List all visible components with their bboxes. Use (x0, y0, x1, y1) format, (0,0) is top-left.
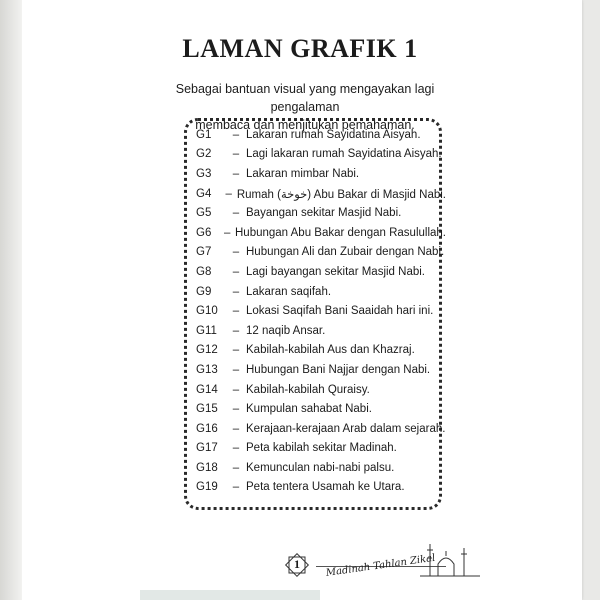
item-code: G8 (196, 265, 212, 278)
item-code: G3 (196, 167, 212, 180)
list-item (196, 282, 446, 302)
item-label: Kerajaan-kerajaan Arab dalam sejarah. (246, 422, 446, 435)
item-dash: – (232, 344, 240, 357)
item-code: G11 (196, 324, 217, 337)
list-item (196, 145, 446, 165)
list-item (196, 380, 446, 400)
graphic-list (196, 125, 446, 497)
item-label: Hubungan Bani Najjar dengan Nabi. (246, 363, 431, 376)
item-dash: – (232, 305, 240, 318)
item-code: G9 (196, 285, 212, 298)
list-item (196, 439, 446, 459)
item-dash: – (232, 461, 240, 474)
item-code: G2 (196, 148, 212, 161)
item-code: G18 (196, 461, 218, 474)
intro-line-2: membaca dan menjitukan pemahaman. (195, 118, 415, 132)
item-dash: – (232, 285, 240, 298)
item-dash: – (232, 167, 240, 180)
item-code: G6 (196, 226, 212, 239)
item-label: Kemunculan nabi-nabi palsu. (246, 461, 395, 474)
item-dash: – (232, 403, 240, 416)
item-code: G19 (196, 481, 218, 494)
list-item (196, 341, 446, 361)
list-item (196, 301, 446, 321)
item-code: G5 (196, 207, 212, 220)
item-code: G1 (196, 128, 212, 141)
list-item (196, 360, 446, 380)
item-label: Hubungan Ali dan Zubair dengan Nabi. (246, 246, 445, 259)
item-dash: – (232, 481, 240, 494)
item-label: Lakaran rumah Sayidatina Aisyah. (246, 128, 421, 141)
item-dash: – (232, 246, 240, 259)
item-label: Rumah (خوخة) Abu Bakar di Masjid Nabi. (236, 188, 446, 201)
item-dash: – (232, 422, 240, 435)
intro-line-1: Sebagai bantuan visual yang mengayakan lagi pengalaman (175, 82, 435, 114)
page-title: LAMAN GRAFIK 1 (182, 34, 418, 63)
item-code: G16 (196, 422, 218, 435)
mosque-skyline-icon (420, 538, 480, 578)
item-code: G7 (196, 246, 212, 259)
item-code: G17 (196, 442, 218, 455)
item-label: Peta tentera Usamah ke Utara. (246, 481, 405, 494)
item-label: Kabilah-kabilah Aus dan Khazraj. (246, 344, 415, 357)
list-item (196, 419, 446, 439)
item-label: Kabilah-kabilah Quraisy. (246, 383, 370, 396)
footer-signature: Madinah Tahlan Zikal (325, 552, 436, 579)
list-item (196, 164, 446, 184)
item-dash: – (224, 226, 231, 239)
list-item (196, 478, 446, 498)
item-label: Lakaran mimbar Nabi. (246, 167, 360, 180)
item-dash: – (232, 363, 240, 376)
list-item (196, 184, 446, 204)
list-item (196, 203, 446, 223)
book-spine (0, 0, 22, 600)
item-code: G13 (196, 363, 218, 376)
item-dash: – (232, 128, 240, 141)
item-label: Kumpulan sahabat Nabi. (246, 403, 372, 416)
item-label: Lakaran saqifah. (246, 285, 332, 298)
scan-artifact-strip (140, 590, 320, 600)
list-item (196, 321, 446, 341)
item-code: G12 (196, 344, 218, 357)
item-label: Hubungan Abu Bakar dengan Rasulullah. (235, 226, 446, 239)
item-dash: – (232, 207, 240, 220)
item-label: Peta kabilah sekitar Madinah. (246, 442, 397, 455)
item-dash: – (232, 442, 240, 455)
list-item (196, 399, 446, 419)
list-item (196, 125, 446, 145)
list-item (196, 243, 446, 263)
item-dash: – (232, 265, 240, 278)
item-label: Lagi bayangan sekitar Masjid Nabi. (246, 265, 425, 278)
item-label: Bayangan sekitar Masjid Nabi. (246, 207, 402, 220)
item-dash: – (232, 148, 240, 161)
item-code: G4 (196, 187, 212, 200)
page-number: 1 (294, 557, 300, 571)
item-dash: – (225, 187, 232, 200)
list-item (196, 262, 446, 282)
item-code: G10 (196, 305, 218, 318)
item-dash: – (232, 324, 240, 337)
list-item (196, 458, 446, 478)
item-dash: – (232, 383, 240, 396)
item-code: G15 (196, 403, 218, 416)
list-item (196, 223, 446, 243)
item-label: Lagi lakaran rumah Sayidatina Aisyah. (246, 148, 442, 161)
item-code: G14 (196, 383, 218, 396)
item-label: 12 naqib Ansar. (246, 324, 326, 337)
item-label: Lokasi Saqifah Bani Saaidah hari ini. (246, 305, 434, 318)
